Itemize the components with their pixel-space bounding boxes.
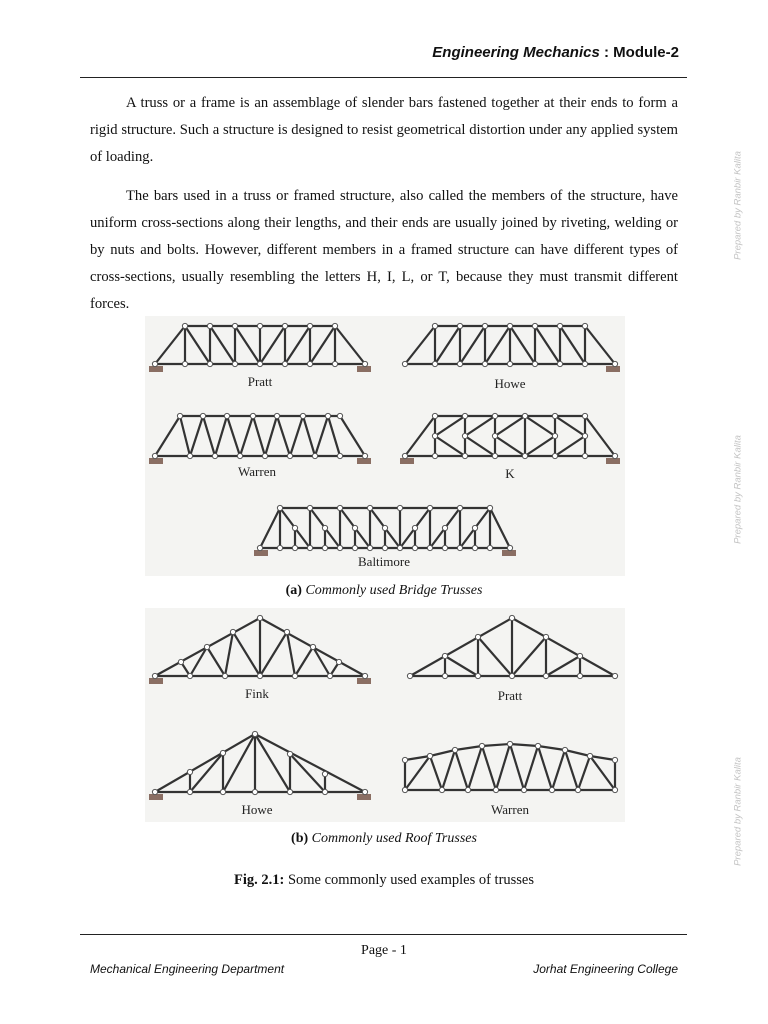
truss-joint [452, 747, 457, 752]
truss-joint [257, 323, 262, 328]
truss-label-warren-bridge: Warren [238, 464, 276, 479]
truss-joint [382, 525, 387, 530]
truss-joint [187, 789, 192, 794]
header-title-italic: Engineering Mechanics [432, 44, 600, 61]
truss-label-baltimore-bridge: Baltimore [358, 554, 410, 569]
truss-joint [187, 453, 192, 458]
truss-joint [352, 525, 357, 530]
caption-bridge-trusses [0, 583, 768, 599]
truss-joint [457, 505, 462, 510]
truss-joint [465, 787, 470, 792]
truss-joint [427, 505, 432, 510]
footer-department: Mechanical Engineering Department [90, 962, 285, 976]
truss-joint [282, 323, 287, 328]
truss-joint [557, 361, 562, 366]
truss-joint [507, 545, 512, 550]
truss-joint [332, 361, 337, 366]
truss-joint [543, 673, 548, 678]
truss-joint [232, 323, 237, 328]
header-title [432, 44, 679, 61]
truss-joint [475, 634, 480, 639]
truss-joint [427, 753, 432, 758]
truss-joint [200, 413, 205, 418]
truss-joint [362, 361, 367, 366]
truss-joint [224, 413, 229, 418]
truss-joint [412, 545, 417, 550]
truss-joint [182, 361, 187, 366]
truss-joint [509, 673, 514, 678]
truss-joint [552, 413, 557, 418]
truss-joint [257, 361, 262, 366]
truss-joint [577, 653, 582, 658]
bridge-trusses-figure [145, 316, 625, 576]
truss-joint [457, 323, 462, 328]
truss-joint [582, 323, 587, 328]
truss-joint [332, 323, 337, 328]
truss-joint [337, 545, 342, 550]
truss-joint [507, 741, 512, 746]
truss-joint [412, 525, 417, 530]
truss-label-pratt-roof: Pratt [497, 688, 523, 703]
truss-joint [337, 413, 342, 418]
truss-joint [522, 413, 527, 418]
truss-joint [487, 505, 492, 510]
footer-college: Jorhat Engineering College [533, 962, 678, 976]
truss-joint [152, 789, 157, 794]
truss-joint [532, 323, 537, 328]
truss-joint [432, 323, 437, 328]
howe-roof-truss [145, 722, 385, 802]
truss-joint [509, 615, 514, 620]
truss-joint [457, 545, 462, 550]
truss-joint [472, 525, 477, 530]
pratt-bridge-truss [145, 316, 385, 376]
truss-joint [552, 433, 557, 438]
warren-roof-truss [400, 732, 625, 802]
truss-joint [300, 413, 305, 418]
truss-joint [352, 545, 357, 550]
truss-joint [262, 453, 267, 458]
truss-joint [230, 629, 235, 634]
truss-joint [612, 453, 617, 458]
truss-joint [407, 673, 412, 678]
truss-joint [252, 789, 257, 794]
watermark-3: Prepared by Ranbir Kalita [732, 757, 744, 866]
truss-joint [532, 361, 537, 366]
truss-joint [402, 361, 407, 366]
truss-joint [237, 453, 242, 458]
truss-joint [432, 361, 437, 366]
page-header [80, 0, 687, 78]
truss-joint [575, 787, 580, 792]
truss-joint [397, 505, 402, 510]
truss-joint [442, 673, 447, 678]
truss-joint [207, 361, 212, 366]
caption-bridge-tag: (a) [285, 583, 302, 598]
header-title-module: : Module-2 [599, 44, 679, 61]
truss-joint [402, 453, 407, 458]
truss-joint [257, 545, 262, 550]
truss-joint [612, 673, 617, 678]
truss-joint [552, 453, 557, 458]
truss-joint [577, 673, 582, 678]
k-bridge-truss [400, 406, 625, 466]
truss-joint [287, 751, 292, 756]
roof-trusses-figure [145, 608, 625, 822]
truss-joint [152, 361, 157, 366]
truss-joint [277, 505, 282, 510]
truss-joint [257, 615, 262, 620]
truss-joint [462, 433, 467, 438]
truss-joint [582, 413, 587, 418]
page-number: Page - 1 [361, 943, 407, 958]
truss-joint [178, 659, 183, 664]
truss-joint [152, 673, 157, 678]
truss-label-pratt-bridge: Pratt [247, 374, 273, 389]
caption-roof-trusses [0, 831, 768, 847]
truss-joint [402, 757, 407, 762]
baltimore-bridge-truss [250, 498, 520, 560]
truss-joint [582, 453, 587, 458]
truss-label-warren-roof: Warren [491, 802, 529, 817]
truss-joint [397, 545, 402, 550]
truss-joint [492, 433, 497, 438]
howe-bridge-truss [400, 316, 625, 376]
truss-joint [362, 673, 367, 678]
fink-roof-truss [145, 608, 385, 688]
truss-joint [582, 361, 587, 366]
truss-joint [367, 545, 372, 550]
truss-joint [252, 731, 257, 736]
truss-joint [557, 323, 562, 328]
truss-joint [612, 361, 617, 366]
truss-joint [522, 453, 527, 458]
caption-bridge-text: Commonly used Bridge Trusses [305, 583, 483, 598]
truss-joint [479, 743, 484, 748]
truss-joint [442, 525, 447, 530]
truss-joint [292, 545, 297, 550]
truss-joint [232, 361, 237, 366]
truss-joint [535, 743, 540, 748]
truss-joint [307, 545, 312, 550]
truss-joint [322, 545, 327, 550]
pratt-roof-truss [400, 608, 625, 688]
truss-joint [322, 525, 327, 530]
figure-caption-text: Some commonly used examples of trusses [284, 872, 535, 888]
footer-divider [80, 934, 687, 935]
truss-label-howe-bridge: Howe [494, 376, 526, 391]
truss-joint [307, 323, 312, 328]
truss-joint [212, 453, 217, 458]
truss-joint [282, 361, 287, 366]
figure-caption-tag: Fig. 2.1: [233, 872, 285, 888]
figure-caption [0, 872, 768, 889]
truss-joint [287, 453, 292, 458]
truss-joint [322, 789, 327, 794]
truss-joint [402, 787, 407, 792]
watermark-2: Prepared by Ranbir Kalita [732, 435, 744, 544]
truss-joint [284, 629, 289, 634]
truss-joint [487, 545, 492, 550]
truss-joint [325, 413, 330, 418]
truss-joint [549, 787, 554, 792]
warren-bridge-truss [145, 404, 385, 466]
truss-joint [257, 673, 262, 678]
truss-joint [492, 413, 497, 418]
truss-joint [582, 433, 587, 438]
truss-joint [292, 673, 297, 678]
caption-roof-text: Commonly used Roof Trusses [311, 831, 477, 846]
truss-joint [543, 634, 548, 639]
truss-joint [207, 323, 212, 328]
truss-joint [462, 413, 467, 418]
truss-joint [337, 453, 342, 458]
truss-joint [442, 653, 447, 658]
truss-joint [432, 453, 437, 458]
truss-joint [222, 673, 227, 678]
truss-joint [312, 453, 317, 458]
truss-joint [439, 787, 444, 792]
truss-joint [507, 361, 512, 366]
truss-joint [457, 361, 462, 366]
truss-joint [507, 323, 512, 328]
truss-joint [182, 323, 187, 328]
paragraph-1-text: A truss or a frame is an assemblage of slender bars fastened together at their ends to form a rigid structure. Such a structure is designed to resist geometrical distortion under any applied system of loading. [90, 95, 678, 165]
truss-joint [562, 747, 567, 752]
truss-joint [337, 505, 342, 510]
truss-joint [187, 673, 192, 678]
truss-joint [307, 361, 312, 366]
truss-joint [475, 673, 480, 678]
truss-joint [204, 644, 209, 649]
caption-roof-tag: (b) [291, 831, 309, 846]
truss-joint [327, 673, 332, 678]
truss-joint [187, 769, 192, 774]
truss-joint [277, 545, 282, 550]
truss-joint [482, 361, 487, 366]
truss-joint [432, 413, 437, 418]
truss-joint [612, 757, 617, 762]
watermark-1: Prepared by Ranbir Kalita [732, 151, 744, 260]
truss-joint [521, 787, 526, 792]
truss-joint [250, 413, 255, 418]
truss-joint [367, 505, 372, 510]
truss-joint [310, 644, 315, 649]
truss-joint [362, 789, 367, 794]
truss-joint [432, 433, 437, 438]
truss-joint [472, 545, 477, 550]
paragraph-2-text: The bars used in a truss or framed structure, also called the members of the structure, have uniform cross-sections along their lengths, and their ends are usually joined by riveting, welding or by nuts and bolts. However, different members in a framed structure can have different types of cross-sections, usually resembling the letters H, I, L, or T, because they must transmit different forces. [90, 188, 678, 312]
truss-joint [152, 453, 157, 458]
truss-joint [492, 453, 497, 458]
truss-joint [336, 659, 341, 664]
truss-joint [287, 789, 292, 794]
truss-joint [220, 789, 225, 794]
paragraph-1 [90, 90, 678, 171]
truss-joint [220, 750, 225, 755]
truss-joint [493, 787, 498, 792]
truss-label-howe-roof: Howe [241, 802, 273, 817]
truss-joint [307, 505, 312, 510]
truss-label-fink-roof: Fink [245, 686, 269, 701]
truss-joint [482, 323, 487, 328]
truss-joint [362, 453, 367, 458]
truss-label-k-bridge: K [505, 466, 515, 481]
truss-joint [462, 453, 467, 458]
truss-joint [292, 525, 297, 530]
truss-joint [587, 753, 592, 758]
truss-joint [442, 545, 447, 550]
truss-joint [612, 787, 617, 792]
truss-joint [382, 545, 387, 550]
truss-joint [322, 771, 327, 776]
truss-joint [427, 545, 432, 550]
paragraph-2 [90, 183, 678, 318]
truss-joint [274, 413, 279, 418]
truss-joint [177, 413, 182, 418]
